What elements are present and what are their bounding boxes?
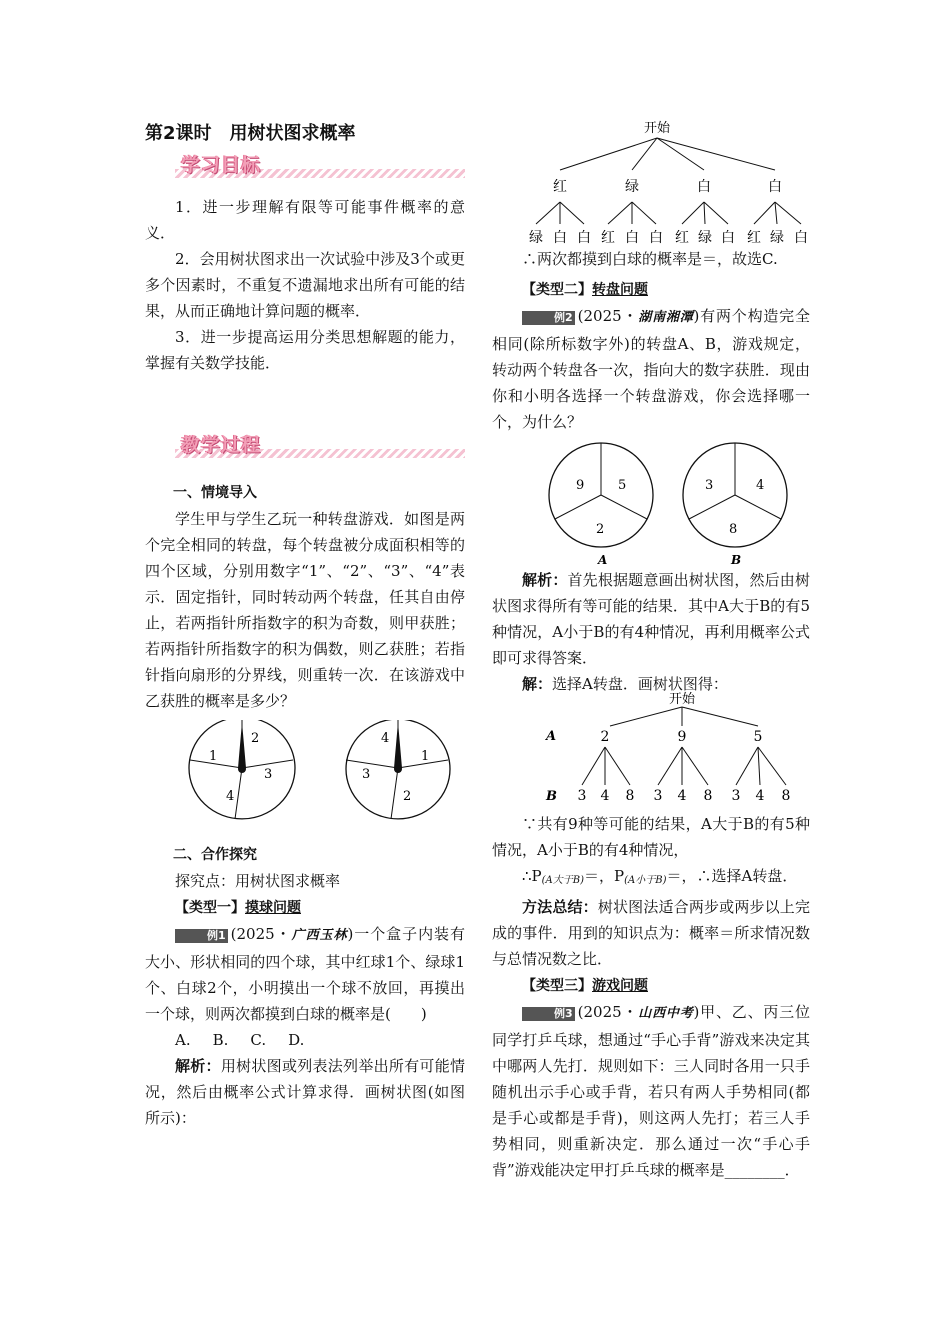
method-summary: [492, 894, 810, 972]
spinner-number: 3: [362, 767, 371, 782]
analysis-label: 解析：: [175, 1057, 221, 1075]
p-prefix: ∴P: [522, 867, 542, 885]
type2-heading: [492, 276, 810, 303]
goal-1: 1．进一步理解有限等可能事件概率的意义．: [145, 198, 465, 242]
tree1-leaf: 绿: [698, 230, 712, 246]
tree2-leaf: 4: [600, 788, 610, 803]
example-1-tag: 例1: [175, 929, 228, 943]
lesson-title: 第2课时 用树状图求概率: [145, 123, 356, 144]
tree-diagram-2: [492, 691, 810, 803]
spinner-b: [683, 443, 787, 567]
spinner-a-number: 5: [618, 478, 627, 493]
type3-bracket: 【类型三】: [522, 978, 592, 994]
explore-point: 探究点：用树状图求概率: [175, 872, 341, 890]
tree2-leaf: 8: [703, 788, 713, 803]
tree1-edges: [536, 138, 801, 224]
tree-diagram-1: [492, 118, 810, 246]
spinner-number: 2: [403, 789, 412, 804]
tree1-leaf: 红: [601, 230, 615, 246]
right-column: [492, 118, 810, 1183]
p-sub-1: (A大于B): [541, 875, 585, 886]
example-2-analysis-text: 首先根据题意画出树状图，然后由树状图求得所有等可能的结果．其中A大于B的有5种情况，A小于B的有4种情况，再利用概率公式即可求得答案．: [492, 571, 810, 667]
section1-title: 一、情境导入: [173, 485, 257, 501]
spinner-b-number: 3: [705, 478, 714, 493]
type2-name: 转盘问题: [592, 282, 648, 298]
tree1-leaf: 白: [794, 230, 808, 246]
spinner-a-number: 9: [576, 478, 585, 493]
example-1-text: )一个盒子内装有大小、形状相同的四个球，其中红球1个、绿球1个、白球2个，小明摸出一个球不放回，再摸出一个球，则两次都摸到白球的概率是( ): [145, 925, 465, 1023]
tree1-node: 红: [553, 179, 567, 195]
spinner-number: 4: [381, 731, 390, 746]
spinners-ab: [492, 441, 810, 567]
example-1-source: 广西玉林: [291, 928, 348, 943]
example-1: [145, 921, 465, 1027]
analysis-label: 解析：: [522, 571, 568, 589]
tree2-node: 2: [600, 729, 610, 745]
spinner-b-number: 8: [729, 522, 738, 537]
tree2-leaf: 3: [653, 788, 663, 803]
example-2-analysis: [492, 567, 810, 671]
intro-spinner-right: [346, 720, 450, 819]
type3-name: 游戏问题: [592, 978, 648, 994]
example-3: [492, 999, 810, 1183]
type1-name: 摸球问题: [245, 900, 301, 916]
choice-c: C.: [250, 1031, 267, 1049]
example-2-year: (2025・: [577, 307, 639, 325]
tree2-leaf: 3: [577, 788, 587, 803]
p-sub-2: (A小于B): [624, 875, 667, 886]
spinner-number: 4: [226, 789, 235, 804]
choice-b: B.: [212, 1031, 229, 1049]
tree1-leaf: 红: [747, 230, 761, 246]
spinner-number: 1: [209, 749, 218, 764]
example-1-choices: [145, 1027, 465, 1053]
example-2-tag: 例2: [522, 311, 575, 325]
type3-heading: [492, 972, 810, 999]
example-3-source: 山西中考: [638, 1006, 694, 1021]
tree2-leaf: 8: [781, 788, 791, 803]
type1-heading: [145, 894, 465, 921]
example-2-source: 湖南湘潭: [638, 310, 694, 325]
tree1-leaf: 绿: [529, 230, 543, 246]
spinner-a-number: 2: [596, 522, 605, 537]
example-1-analysis-text: 用树状图或列表法列举出所有可能情况，然后由概率公式计算求得．画树状图(如图所示)：: [145, 1057, 465, 1127]
tree1-node: 绿: [625, 179, 639, 195]
tree-root: 开始: [643, 121, 671, 136]
type2-bracket: 【类型二】: [522, 282, 592, 298]
spinner-b-number: 4: [756, 478, 765, 493]
tree2-row-b-label: B: [546, 789, 557, 803]
spinner-b-label: B: [731, 553, 742, 567]
goals-banner: [145, 150, 465, 180]
tree1-leaf: 白: [553, 230, 567, 246]
spinner-number: 2: [251, 731, 260, 746]
tree1-node: 白: [697, 179, 711, 195]
spinner-number: 3: [264, 767, 273, 782]
tree2-leaf: 8: [625, 788, 635, 803]
section2-title: 二、合作探究: [173, 847, 257, 863]
p-mid: ＝，P: [584, 867, 625, 885]
left-column: [145, 120, 465, 1131]
method-text: 树状图法适合两步或两步以上完成的事件．用到的知识点为：概率＝所求情况数与总情况数之比．: [492, 898, 810, 968]
process-banner-title: 教学过程: [181, 434, 262, 456]
goals-banner-title: 学习目标: [181, 154, 262, 176]
type1-bracket: 【类型一】: [175, 900, 245, 916]
tree1-leaf: 白: [625, 230, 639, 246]
tree1-leaf: 绿: [770, 230, 784, 246]
spinner-a: [549, 443, 653, 567]
tree2-node: 5: [753, 729, 763, 745]
example-2: [492, 303, 810, 435]
example-3-tag: 例3: [522, 1007, 575, 1021]
example-1-conclusion: ∴两次都摸到白球的概率是＝，故选C.: [522, 250, 778, 268]
choice-d: D.: [288, 1031, 305, 1049]
intro-spinners: [145, 720, 465, 820]
tree2-row-a-label: A: [546, 729, 557, 744]
tree1-node: 白: [768, 179, 782, 195]
tree2-leaf: 3: [731, 788, 741, 803]
p-suffix: ＝，∴选择A转盘．: [666, 867, 798, 885]
example-2-probability: [492, 863, 810, 894]
tree1-leaf: 白: [577, 230, 591, 246]
method-label: 方法总结：: [522, 898, 598, 916]
tree1-leaf: 白: [649, 230, 663, 246]
tree2-leaf: 4: [677, 788, 687, 803]
example-2-solution-text: 选择A转盘．画树状图得：: [552, 675, 728, 693]
choice-a: A.: [175, 1031, 191, 1049]
tree2-root: 开始: [668, 692, 696, 707]
spinner-number: 1: [421, 749, 430, 764]
example-1-year: (2025・: [230, 925, 292, 943]
tree2-edges: [582, 707, 786, 785]
intro-spinner-left: [189, 720, 295, 819]
goal-2: 2．会用树状图求出一次试验中涉及3个或更多个因素时，不重复不遗漏地求出所有可能的结果，从而正确地计算问题的概率．: [145, 250, 465, 320]
example-3-text: )甲、乙、丙三位同学打乒乓球，想通过“手心手背”游戏来决定其中哪两人先打．规则如下：三人同时各用一只手随机出示手心或手背，若只有两人手势相同(都是手心或都是手背)，则这两人先打；若三人手势相同，则重新决定．那么通过一次“手心手背”游戏能决定甲打乒乓球的概率是________．: [492, 1003, 810, 1179]
solution-label: 解：: [522, 675, 553, 693]
spinner-a-label: A: [598, 553, 608, 567]
section1-text: 学生甲与学生乙玩一种转盘游戏．如图是两个完全相同的转盘，每个转盘被分成面积相等的四个区域，分别用数字“1”、“2”、“3”、“4”表示．固定指针，同时转动两个转盘，任其自由停止，若两指针所指数字的积为奇数，则甲获胜；若两指针所指数字的积为偶数，则乙获胜；若指针指向扇形的分界线，则重转一次．在该游戏中乙获胜的概率是多少？: [145, 510, 465, 710]
example-2-result: ∵共有9种等可能的结果，A大于B的有5种情况，A小于B的有4种情况，: [492, 815, 810, 859]
tree2-node: 9: [677, 729, 687, 745]
goal-3: 3．进一步提高运用分类思想解题的能力，掌握有关数学技能．: [145, 328, 465, 372]
tree1-leaf: 白: [721, 230, 735, 246]
tree2-leaf: 4: [755, 788, 765, 803]
process-banner: [145, 430, 465, 460]
example-1-analysis: [145, 1053, 465, 1131]
tree1-leaf: 红: [675, 230, 689, 246]
example-2-text: )有两个构造完全相同(除所标数字外)的转盘A、B，游戏规定，转动两个转盘各一次，指向大的数字获胜．现由你和小明各选择一个转盘游戏，你会选择哪一个，为什么？: [492, 307, 810, 431]
example-3-year: (2025・: [577, 1003, 639, 1021]
